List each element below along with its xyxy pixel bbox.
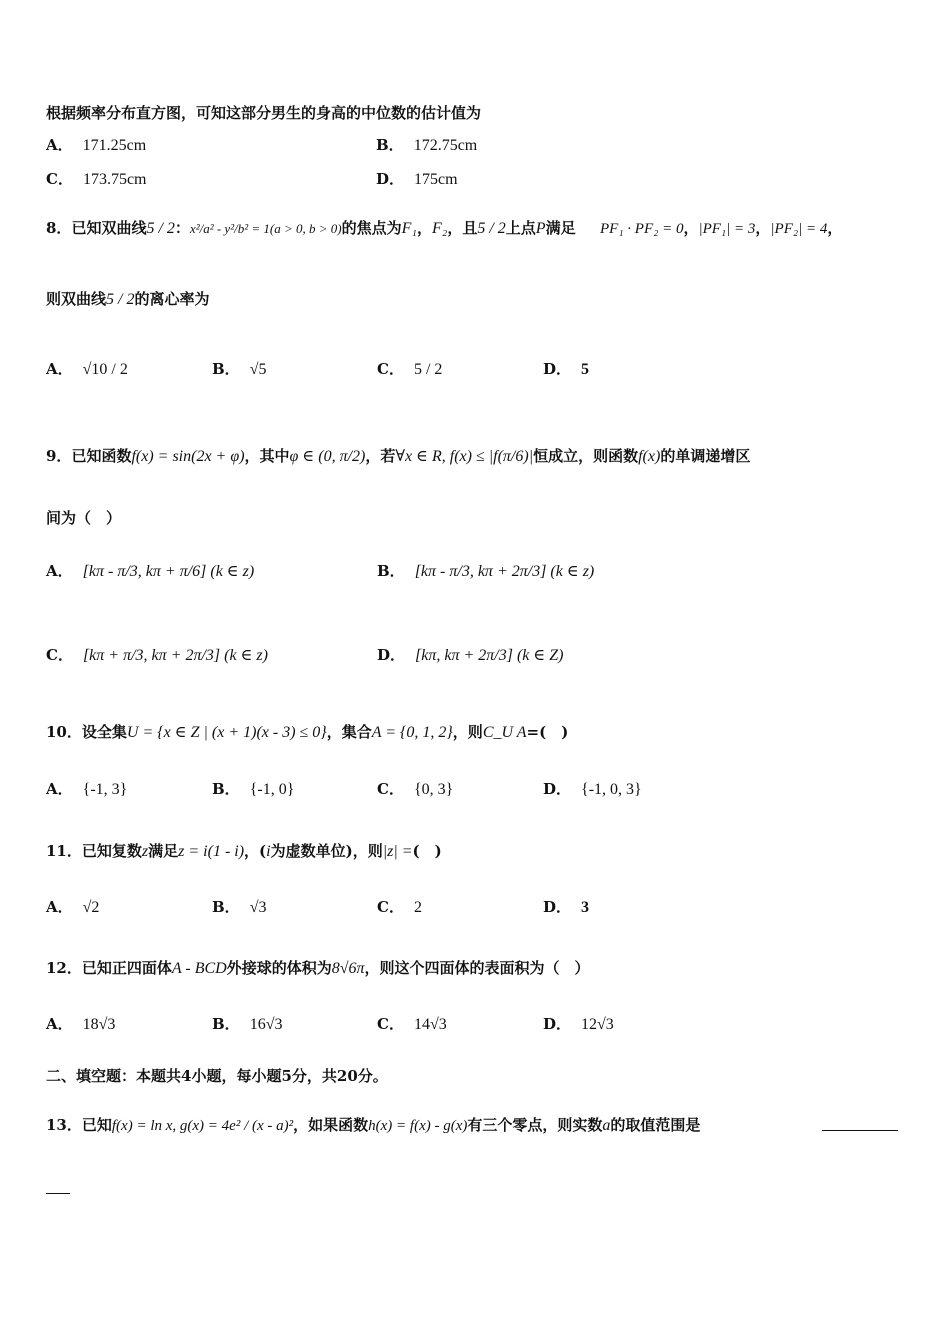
q10-universal-set: U = {x ∈ Z | (x + 1)(x - 3) ≤ 0}	[126, 724, 327, 741]
q8-hyperbola-eq: x²/a² - y²/b² = 1(a > 0, b > 0)	[189, 221, 342, 236]
q10-option-a[interactable]	[46, 778, 127, 799]
option-label: C．	[377, 1015, 404, 1033]
option-label: D．	[377, 646, 406, 664]
q12-text: ，则这个四面体的表面积为（ ）	[364, 959, 590, 977]
option-label: B．	[376, 136, 404, 154]
q10-stem	[46, 721, 568, 742]
q7-option-c[interactable]	[46, 168, 147, 189]
option-value: [kπ, kπ + 2π/3] (k ∈ Z)	[415, 647, 564, 664]
option-label: B．	[212, 898, 240, 916]
option-value: {-1, 0}	[249, 781, 295, 798]
q9-condition: ∀x ∈ R, f(x) ≤ |f(π/6)|	[395, 448, 534, 465]
q9-stem-line2: 间为（ ）	[46, 509, 122, 527]
q8-text: ，	[416, 219, 432, 237]
q11-z: z	[141, 843, 149, 860]
q8-cond-dot: PF₁ · PF₂ = 0	[600, 221, 684, 237]
option-value: 173.75cm	[82, 171, 147, 188]
option-label: D．	[376, 170, 405, 188]
q11-option-a[interactable]	[46, 896, 99, 917]
q8-text: ，	[827, 219, 843, 237]
option-label: D．	[543, 1015, 572, 1033]
q8-text: 则双曲线	[46, 290, 107, 308]
q10-option-c[interactable]	[377, 778, 453, 799]
q11-option-b[interactable]	[212, 896, 266, 917]
q9-fx: f(x)	[638, 448, 661, 465]
option-value: √3	[249, 899, 267, 916]
q8-point-p: P	[535, 220, 546, 237]
q8-conditions	[600, 217, 842, 238]
q8-stem-line2	[46, 288, 209, 309]
q10-text: ，则	[452, 723, 483, 741]
option-value: 5	[581, 361, 590, 378]
option-label: A．	[46, 360, 73, 378]
q13-text: 有三个零点，则实数	[467, 1116, 603, 1134]
option-label: A．	[46, 898, 73, 916]
option-value: 3	[581, 899, 590, 916]
option-value: 18√3	[82, 1016, 116, 1033]
q8-text: 的焦点为	[341, 219, 402, 237]
q8-text: ，	[755, 219, 771, 237]
q13-stem	[46, 1114, 700, 1135]
q8-text: ：	[174, 219, 190, 237]
q13-answer-blank-continued[interactable]	[46, 1193, 70, 1194]
q8-text: 的离心率为	[134, 290, 210, 308]
option-value: [kπ - π/3, kπ + 2π/3] (k ∈ z)	[414, 563, 595, 580]
q8-cond-pf2: |PF₂| = 4	[770, 221, 828, 237]
q8-f1: F₁	[401, 220, 417, 237]
option-value: {-1, 0, 3}	[581, 781, 642, 798]
q12-text: 已知正四面体	[81, 959, 172, 977]
q9-option-d[interactable]	[377, 644, 563, 665]
option-value: √10 / 2	[82, 361, 128, 378]
option-label: D．	[543, 898, 572, 916]
q9-text: ，其中	[244, 447, 290, 465]
q8-stem-line1	[46, 217, 576, 238]
option-value: 12√3	[581, 1016, 614, 1033]
q11-text: 为虚数单位)，则	[270, 842, 383, 860]
option-value: 171.25cm	[82, 137, 147, 154]
q11-equation: z = i(1 - i)	[178, 843, 245, 860]
q9-text: ，若	[365, 447, 396, 465]
q8-curve-c: 5 / 2	[477, 220, 506, 237]
q12-option-d[interactable]	[543, 1013, 614, 1034]
q13-text: ，如果函数	[293, 1116, 369, 1134]
option-value: √5	[249, 361, 267, 378]
question-number: 9．	[46, 447, 72, 465]
option-value: [kπ + π/3, kπ + 2π/3] (k ∈ z)	[82, 647, 268, 664]
q11-abs-z: |z| =	[382, 843, 413, 860]
q11-text: ( )	[412, 842, 442, 860]
q12-stem	[46, 957, 590, 978]
q8-curve-c: 5 / 2	[106, 291, 135, 308]
question-number: 8．	[46, 219, 72, 237]
option-value: 16√3	[249, 1016, 283, 1033]
option-label: B．	[212, 1015, 240, 1033]
q12-option-c[interactable]	[377, 1013, 447, 1034]
q8-option-c[interactable]	[377, 358, 442, 379]
q9-text: 已知函数	[71, 447, 132, 465]
q8-text: 上点	[505, 219, 536, 237]
q8-option-a[interactable]	[46, 358, 128, 379]
q8-option-b[interactable]	[212, 358, 266, 379]
q8-cond-pf1: |PF₁| = 3	[698, 221, 756, 237]
q7-option-a[interactable]	[46, 134, 146, 155]
q12-solid: A - BCD	[171, 960, 227, 977]
q12-text: 外接球的体积为	[226, 959, 332, 977]
q9-option-a[interactable]	[46, 560, 254, 581]
option-label: C．	[46, 170, 73, 188]
q13-text: 的取值范围是	[610, 1116, 701, 1134]
option-label: B．	[212, 360, 240, 378]
q9-phi-range: φ ∈ (0, π/2)	[289, 448, 366, 465]
option-label: C．	[377, 360, 404, 378]
q7-option-b[interactable]	[376, 134, 477, 155]
q9-text: 的单调递增区	[660, 447, 751, 465]
q10-text: 设全集	[81, 723, 127, 741]
q8-f2: F₂	[431, 220, 448, 237]
q9-stem-line1	[46, 445, 750, 466]
option-label: C．	[377, 898, 404, 916]
option-value: 2	[413, 899, 422, 916]
option-label: A．	[46, 136, 73, 154]
q10-text: =( )	[526, 723, 569, 741]
q8-curve-c: 5 / 2	[146, 220, 175, 237]
q9-option-c[interactable]	[46, 644, 268, 665]
q8-text: ，且	[447, 219, 478, 237]
q10-option-b[interactable]	[212, 778, 294, 799]
option-value: 172.75cm	[413, 137, 478, 154]
q9-function: f(x) = sin(2x + φ)	[131, 448, 245, 465]
q11-text: 满足	[148, 842, 179, 860]
option-label: D．	[543, 360, 572, 378]
option-value: [kπ - π/3, kπ + π/6] (k ∈ z)	[82, 563, 255, 580]
q8-option-d[interactable]	[543, 358, 589, 379]
option-label: A．	[46, 562, 73, 580]
q13-text: 已知	[81, 1116, 112, 1134]
q8-text: 满足	[545, 219, 576, 237]
option-value: {-1, 3}	[82, 781, 128, 798]
q11-i: i	[266, 843, 271, 860]
option-label: A．	[46, 780, 73, 798]
option-value: √2	[82, 899, 100, 916]
q8-text: 已知双曲线	[71, 219, 147, 237]
q11-text: ，(	[244, 842, 267, 860]
q12-option-b[interactable]	[212, 1013, 282, 1034]
question-number: 13．	[46, 1116, 82, 1134]
option-value: {0, 3}	[413, 781, 454, 798]
section-heading-fill-in: 二、填空题：本题共4小题，每小题5分，共20分。	[46, 1067, 388, 1085]
q8-text: ，	[683, 219, 699, 237]
option-label: B．	[377, 562, 405, 580]
q12-option-a[interactable]	[46, 1013, 115, 1034]
q13-h-function: h(x) = f(x) - g(x)	[368, 1118, 468, 1134]
q13-a: a	[602, 1117, 611, 1134]
q12-volume: 8√6π	[331, 960, 365, 977]
q10-complement: C_U A	[482, 724, 527, 741]
option-label: C．	[46, 646, 73, 664]
option-label: C．	[377, 780, 404, 798]
q7-option-d[interactable]	[376, 168, 458, 189]
q11-option-d[interactable]	[543, 896, 589, 917]
option-label: D．	[543, 780, 572, 798]
q10-option-d[interactable]	[543, 778, 642, 799]
q11-option-c[interactable]	[377, 896, 422, 917]
q7-stem: 根据频率分布直方图，可知这部分男生的身高的中位数的估计值为	[46, 104, 482, 122]
option-value: 14√3	[413, 1016, 447, 1033]
question-number: 10．	[46, 723, 82, 741]
option-value: 5 / 2	[413, 361, 443, 378]
q13-functions: f(x) = ln x, g(x) = 4e² / (x - a)²	[111, 1118, 294, 1134]
q9-option-b[interactable]	[377, 560, 594, 581]
q11-stem	[46, 840, 442, 861]
q9-text: 恒成立，则函数	[533, 447, 639, 465]
q10-set-a: A = {0, 1, 2}	[371, 724, 453, 741]
option-label: B．	[212, 780, 240, 798]
option-value: 175cm	[414, 171, 458, 188]
q11-text: 已知复数	[81, 842, 142, 860]
q13-answer-blank[interactable]	[822, 1130, 898, 1131]
question-number: 11．	[46, 842, 82, 860]
q10-text: ，集合	[326, 723, 372, 741]
option-label: A．	[46, 1015, 73, 1033]
question-number: 12．	[46, 959, 82, 977]
